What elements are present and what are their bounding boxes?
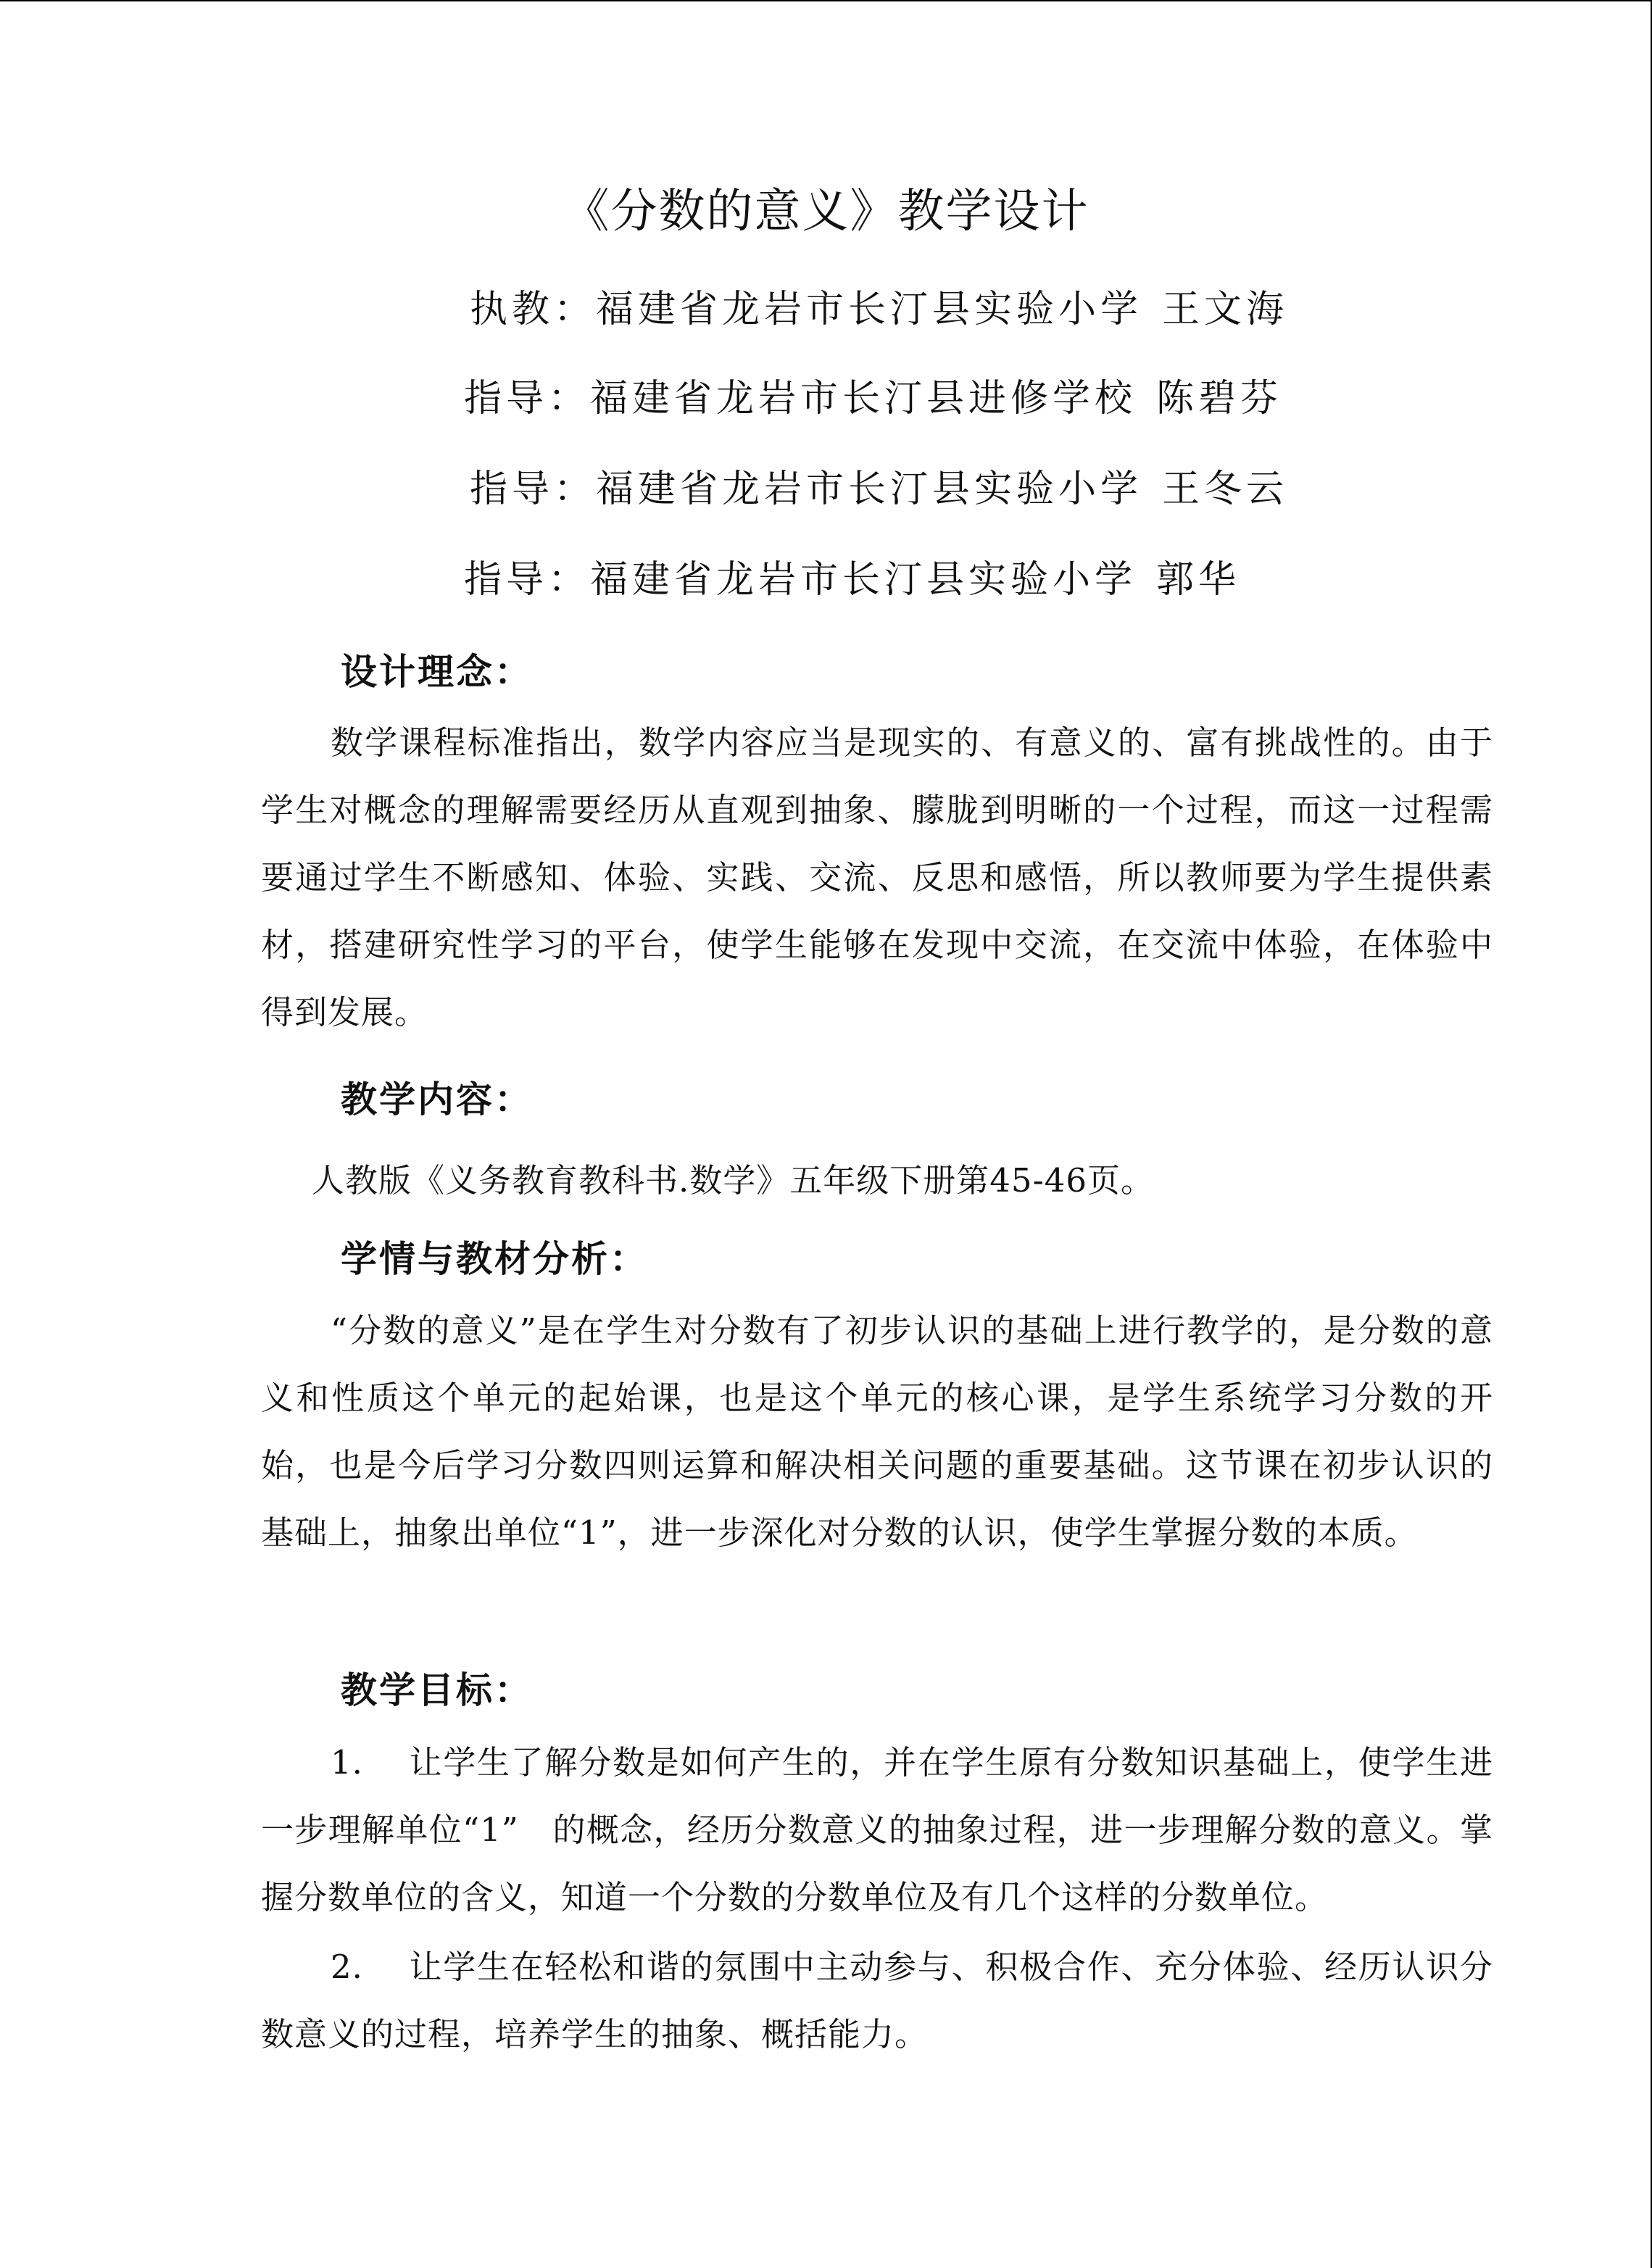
section-text-concept: 数学课程标准指出，数学内容应当是现实的、有意义的、富有挑战性的。由于学生对概念的理解需要经历从直观到抽象、朦胧到明晰的一个过程，而这一过程需要通过学生不断感知、体验、实践、交流、反思和感悟，所以教师要为学生提供素材，搭建研究性学习的平台，使学生能够在发现中交流，在交流中体验，在体验中得到发展。 [261, 723, 1493, 1031]
goal-item-1: 1. 让学生了解分数是如何产生的，并在学生原有分数知识基础上，使学生进一步理解单位“1” 的概念，经历分数意义的抽象过程，进一步理解分数的意义。掌握分数单位的含义，知道一个分数的分数单位及有几个这样的分数单位。 [261, 1743, 1493, 1916]
credit-name: 陈碧芬 [1156, 377, 1283, 420]
credit-line-advisor-3 [464, 549, 1298, 603]
section-heading-analysis: 学情与教材分析： [341, 1238, 648, 1280]
credit-name: 王冬云 [1162, 468, 1289, 511]
credit-name: 郭华 [1156, 558, 1241, 602]
credit-org: 福建省龙岩市长汀县实验小学 [596, 288, 1143, 331]
goal-item-2: 2. 让学生在轻松和谐的氛围中主动参与、积极合作、充分体验、经历认识分数意义的过程，培养学生的抽象、概括能力。 [261, 1948, 1493, 2053]
credit-name: 王文海 [1162, 288, 1289, 331]
credit-role: 指导： [464, 558, 591, 602]
credit-role: 执教： [470, 288, 597, 331]
credit-org: 福建省龙岩市长汀县实验小学 [596, 468, 1143, 511]
section-text-content: 人教版《义务教育教科书.数学》五年级下册第45-46页。 [312, 1161, 1155, 1200]
page-title: 《分数的意义》教学设计 [563, 185, 1089, 238]
section-heading-goals: 教学目标： [341, 1669, 533, 1711]
section-heading-concept: 设计理念： [341, 651, 533, 693]
credit-line-advisor-2 [470, 458, 1303, 512]
credit-org: 福建省龙岩市长汀县进修学校 [590, 377, 1137, 420]
credit-role: 指导： [470, 468, 597, 511]
credit-line-teacher [470, 278, 1303, 333]
credit-role: 指导： [464, 377, 591, 420]
credit-org: 福建省龙岩市长汀县实验小学 [590, 558, 1137, 602]
section-text-analysis: “分数的意义”是在学生对分数有了初步认识的基础上进行教学的，是分数的意义和性质这个单元的起始课，也是这个单元的核心课，是学生系统学习分数的开始，也是今后学习分数四则运算和解决相关问题的重要基础。这节课在初步认识的基础上，抽象出单位“1”，进一步深化对分数的认识，使学生掌握分数的本质。 [261, 1311, 1493, 1552]
section-heading-content: 教学内容： [341, 1079, 533, 1121]
credit-line-advisor-1 [464, 367, 1298, 422]
